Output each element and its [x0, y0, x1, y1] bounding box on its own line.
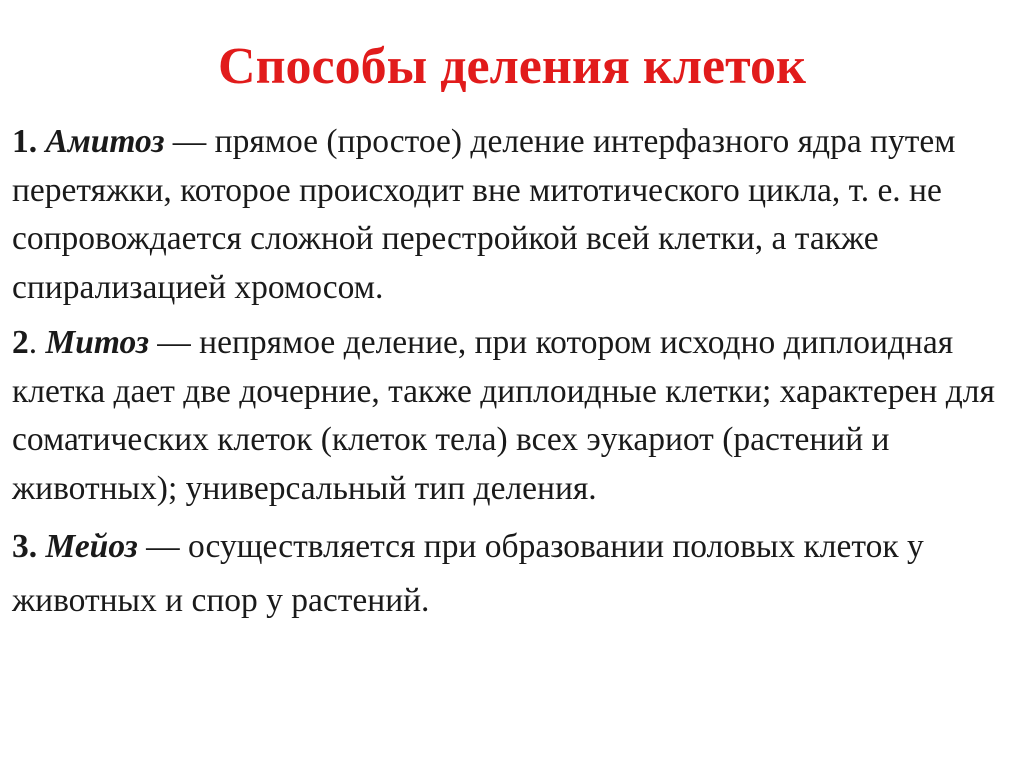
item-number: 3.	[12, 528, 38, 565]
slide-title: Способы деления клеток	[218, 38, 806, 95]
item-term: Амитоз	[45, 123, 165, 160]
item-term: Митоз	[45, 324, 149, 361]
item-term: Мейоз	[45, 528, 138, 565]
item-description: — прямое (простое) деление интерфазного ядра путем перетяжки, которое происходит вне митотического цикла, т. е. не сопровождается сложной перестройкой всей клетки, а также спирализацией хромосом.	[12, 123, 956, 306]
item-number: 1.	[12, 123, 38, 160]
list-item-mitosis	[12, 319, 1012, 513]
item-description: — осуществляется при образовании половых клеток у животных и спор у растений.	[12, 528, 924, 619]
slide-content	[12, 118, 1012, 635]
item-number-suffix: .	[28, 324, 38, 361]
list-item-meiosis	[12, 520, 1012, 628]
list-item-amitosis	[12, 118, 1012, 312]
item-description: — непрямое деление, при котором исходно диплоидная клетка дает две дочерние, также диплоидные клетки; характерен для соматических клеток (клеток тела) всех эукариот (растений и животных); универсальный тип деления.	[12, 324, 995, 507]
item-number: 2	[12, 324, 29, 361]
